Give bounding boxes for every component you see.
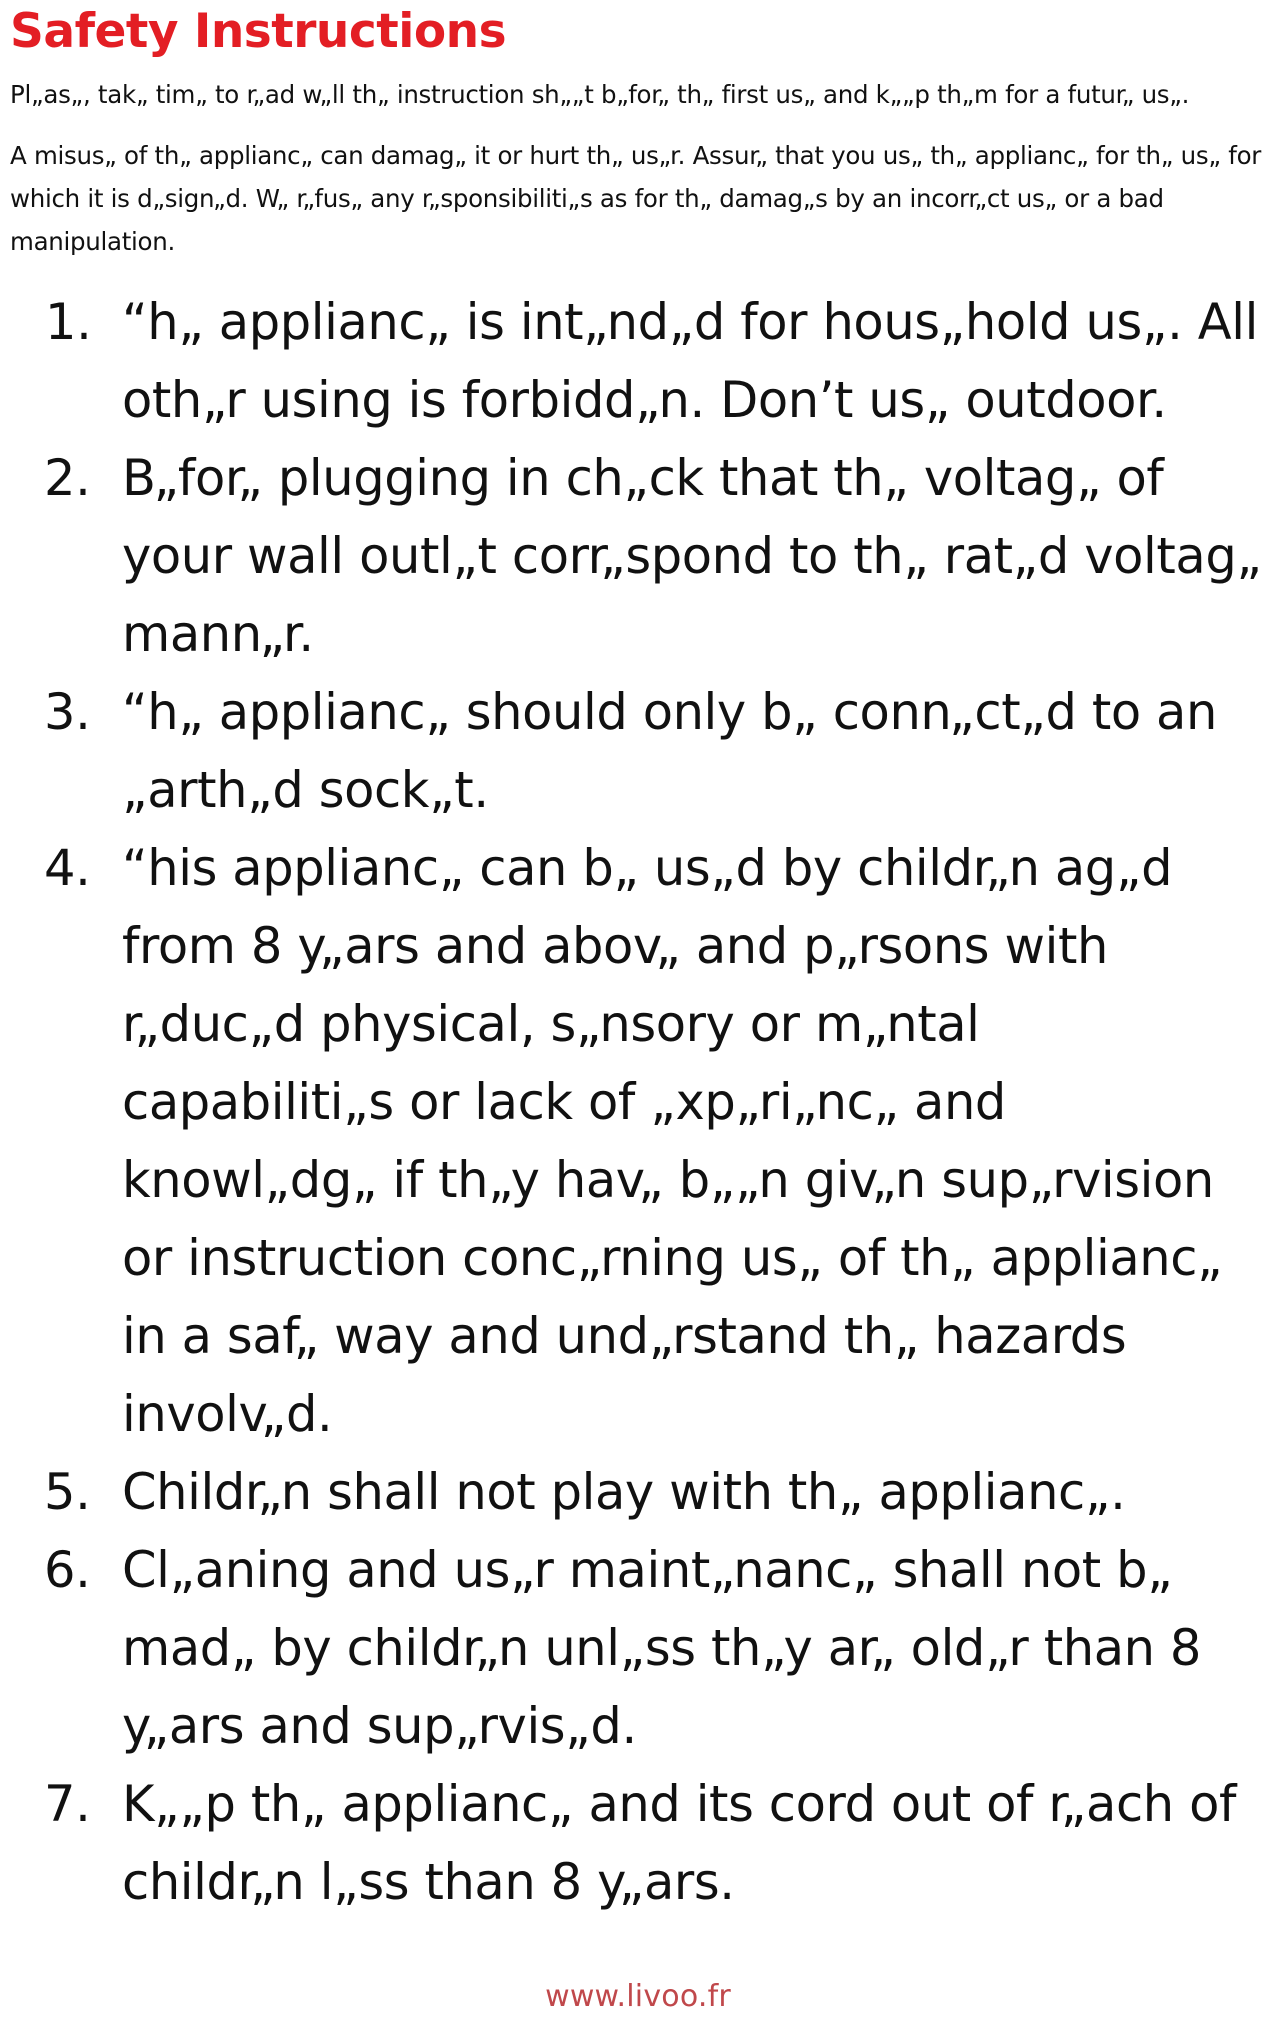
list-item-text: “h„ applianc„ is int„nd„d for hous„hold us„. All oth„r using is forbidd„n. Don’t us„ outdoor.: [122, 293, 1258, 429]
list-item-number: 4.: [44, 839, 91, 897]
list-item: [10, 283, 1266, 439]
list-item-number: 6.: [44, 1541, 91, 1599]
list-item-number: 5.: [44, 1463, 91, 1521]
list-item-text: “h„ applianc„ should only b„ conn„ct„d to an „arth„d sock„t.: [122, 683, 1217, 819]
footer-website-link[interactable]: www.livoo.fr: [545, 1979, 731, 2014]
list-item-number: 1.: [45, 293, 92, 351]
list-item-number: 7.: [44, 1775, 91, 1833]
list-item-text: Childr„n shall not play with th„ applianc„.: [122, 1463, 1126, 1521]
intro-paragraph-read-instructions: Pl„as„, tak„ tim„ to r„ad w„ll th„ instruction sh„„t b„for„ th„ first us„ and k„„p th„m for a futur„ us„.: [10, 80, 1190, 109]
list-item: [10, 673, 1266, 829]
page-title: Safety Instructions: [10, 4, 507, 59]
list-item-text: Cl„aning and us„r maint„nanc„ shall not b„ mad„ by childr„n unl„ss th„y ar„ old„r than 8 y„ars and sup„rvis„d.: [122, 1541, 1202, 1755]
list-item-text: “his applianc„ can b„ us„d by childr„n ag„d from 8 y„ars and abov„ and p„rsons with r„duc„d physical, s„nsory or m„ntal capabiliti„s or lack of „xp„ri„nc„ and knowl„dg„ if th„y hav„ b„„n giv„n sup„rvision or instruction conc„rning us„ of th„ applianc„ in a saf„ way and und„rstand th„ hazards involv„d.: [122, 839, 1223, 1443]
list-item: [10, 1765, 1266, 1921]
intro-paragraph-misuse-warning: A misus„ of th„ applianc„ can damag„ it or hurt th„ us„r. Assur„ that you us„ th„ applianc„ for th„ us„ for which it is d„sign„d. W„ r„fus„ any r„sponsibiliti„s as for th„ damag„s by an incorr„ct us„ or a bad manipulation.: [10, 141, 1262, 256]
list-item-text: K„„p th„ applianc„ and its cord out of r„ach of childr„n l„ss than 8 y„ars.: [122, 1775, 1237, 1911]
list-item: [10, 1453, 1266, 1531]
list-item: [10, 829, 1266, 1453]
list-item-number: 3.: [44, 683, 91, 741]
list-item-number: 2.: [44, 449, 91, 507]
list-item: [10, 1531, 1266, 1765]
list-item-text: B„for„ plugging in ch„ck that th„ voltag„ of your wall outl„t corr„spond to th„ rat„d voltag„ mann„r.: [122, 449, 1262, 663]
safety-instructions-list: [10, 283, 1266, 1921]
list-item: [10, 439, 1266, 673]
